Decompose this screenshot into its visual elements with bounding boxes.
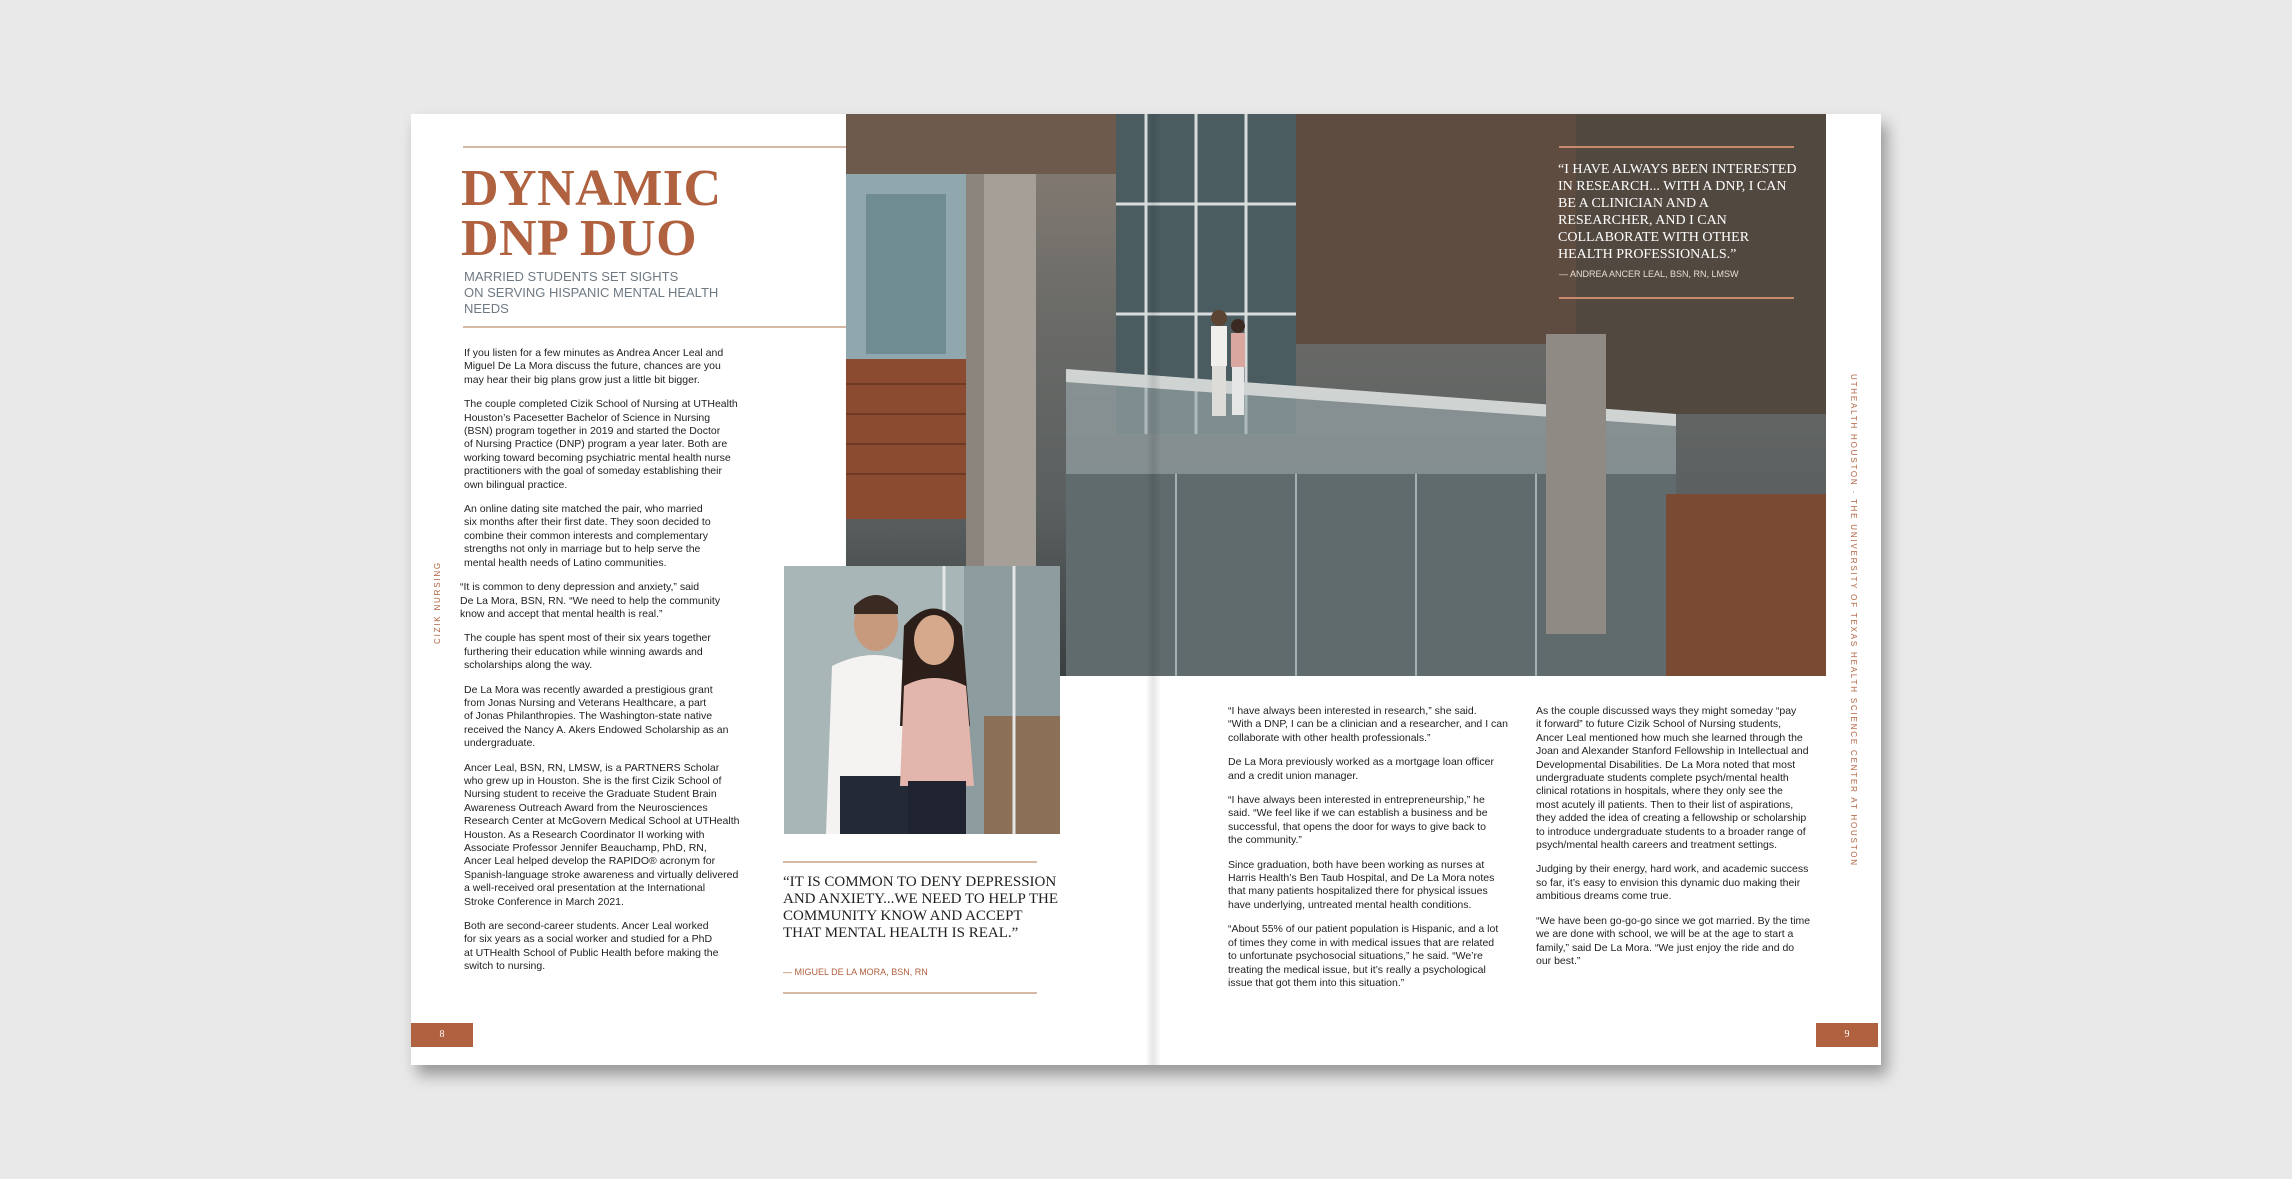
subtitle-bottom-rule bbox=[463, 326, 846, 328]
article-title-line2: DNP DUO bbox=[461, 210, 698, 267]
pull-quote-right: “I HAVE ALWAYS BEEN INTERESTED IN RESEARCH... WITH A DNP, I CAN BE A CLINICIAN AND A RESEARCHER, AND I CAN COLLABORATE WITH OTHER HEALTH PROFESSIONALS.” bbox=[1558, 162, 1797, 262]
pull-quote-left: “IT IS COMMON TO DENY DEPRESSION AND ANXIETY...WE NEED TO HELP THE COMMUNITY KNOW AND ACCEPT THAT MENTAL HEALTH IS REAL.” bbox=[783, 874, 1058, 941]
body-column-middle bbox=[1228, 705, 1533, 1001]
paragraph: “It is common to deny depression and anxiety,” said De La Mora, BSN, RN. “We need to help the community know and accept that mental health is real.” bbox=[460, 581, 721, 620]
page-number-left: 8 bbox=[411, 1023, 473, 1047]
paragraph: As the couple discussed ways they might someday “pay it forward” to future Cizik School of Nursing students, Ancer Leal mentioned how much she learned through the Joan and Alexander Stanford Fellowship in Intellectual and Developmental Disabilities. De La Mora noted that most undergraduate students complete psych/mental health clinical rotations in hospitals, where they only see the most acutely ill patients. Then to their list of aspirations, they added the idea of creating a fellowship or scholarship to introduce undergraduate students to a broader range of psych/mental health careers and treatment settings. bbox=[1536, 705, 1809, 852]
article-subtitle-line2: ON SERVING HISPANIC MENTAL HEALTH NEEDS bbox=[464, 285, 719, 316]
paragraph: “We have been go-go-go since we got married. By the time we are done with school, we will be at the age to start a family,” said De La Mora. “We just enjoy the ride and do our best.” bbox=[1536, 914, 1811, 967]
inset-photo bbox=[784, 566, 1060, 834]
paragraph: “About 55% of our patient population is Hispanic, and a lot of times they come in with medical issues that are related to unfortunate psychosocial situations,” he said. “We’re treating the medical issue, but it’s really a psychological issue that got them into this situation.” bbox=[1228, 923, 1499, 989]
article-title bbox=[461, 160, 722, 267]
pull-quote-right-attribution: — ANDREA ANCER LEAL, BSN, RN, LMSW bbox=[1559, 269, 1739, 279]
pull-quote-left-bottom-rule bbox=[783, 992, 1037, 994]
paragraph: Since graduation, both have been working as nurses at Harris Health’s Ben Taub Hospital, and De La Mora notes that many patients hospitalized there for physical issues have underlying, untreated mental health conditions. bbox=[1228, 858, 1495, 911]
couple-portrait-illustration bbox=[784, 566, 1060, 834]
pull-quote-left-attribution: — MIGUEL DE LA MORA, BSN, RN bbox=[783, 967, 928, 977]
article-subtitle-line1: MARRIED STUDENTS SET SIGHTS bbox=[464, 269, 679, 284]
body-column-left bbox=[460, 347, 764, 985]
paragraph: If you listen for a few minutes as Andrea Ancer Leal and Miguel De La Mora discuss the future, chances are you may hear their big plans grow just a little bit bigger. bbox=[464, 347, 724, 386]
running-head-right: UTHEALTH HOUSTON · THE UNIVERSITY OF TEXAS HEALTH SCIENCE CENTER AT HOUSTON bbox=[1849, 374, 1858, 867]
paragraph: De La Mora was recently awarded a prestigious grant from Jonas Nursing and Veterans Healthcare, a part of Jonas Philanthropies. The Washington-state native received the Nancy A. Akers Endowed Scholarship as an undergraduate. bbox=[464, 683, 729, 750]
paragraph: Ancer Leal, BSN, RN, LMSW, is a PARTNERS Scholar who grew up in Houston. She is the first Cizik School of Nursing student to receive the Graduate Student Brain Awareness Outreach Award from the Neurosciences Research Center at McGovern Medical School at UTHealth Houston. As a Research Coordinator II working with Associate Professor Jennifer Beauchamp, PhD, RN, Ancer Leal helped develop the RAPIDO® acronym for Spanish-language stroke awareness and virtually delivered a well-received oral presentation at the International Stroke Conference in March 2021. bbox=[464, 761, 740, 908]
page-number-right: 9 bbox=[1816, 1023, 1878, 1047]
magazine-spread bbox=[411, 114, 1881, 1065]
pull-quote-right-bottom-rule bbox=[1559, 297, 1794, 299]
paragraph: An online dating site matched the pair, who married six months after their first date. They soon decided to combine their common interests and complementary strengths not only in marriage but to help serve the mental health needs of Latino communities. bbox=[464, 503, 711, 569]
article-title-line1: DYNAMIC bbox=[461, 160, 722, 217]
running-head-left: CIZIK NURSING bbox=[433, 561, 442, 644]
title-top-rule bbox=[463, 146, 846, 148]
body-column-right bbox=[1536, 705, 1841, 979]
pull-quote-left-top-rule bbox=[783, 861, 1037, 863]
pull-quote-right-top-rule bbox=[1559, 146, 1794, 148]
paragraph: “I have always been interested in research,” she said. “With a DNP, I can be a clinician and a researcher, and I can collaborate with other health professionals.” bbox=[1228, 705, 1508, 744]
paragraph: De La Mora previously worked as a mortgage loan officer and a credit union manager. bbox=[1228, 756, 1494, 782]
spine-gutter bbox=[1146, 114, 1160, 1065]
paragraph: Both are second-career students. Ancer Leal worked for six years as a social worker and studied for a PhD at UTHealth School of Public Health before making the switch to nursing. bbox=[464, 920, 719, 973]
paragraph: The couple completed Cizik School of Nursing at UTHealth Houston’s Pacesetter Bachelor of Science in Nursing (BSN) program together in 2019 and started the Doctor of Nursing Practice (DNP) program a year later. Both are working toward becoming psychiatric mental health nurse practitioners with the goal of someday establishing their own bilingual practice. bbox=[464, 398, 738, 491]
paragraph: Judging by their energy, hard work, and academic success so far, it’s easy to envision this dynamic duo making their ambitious dreams come true. bbox=[1536, 863, 1809, 903]
paragraph: “I have always been interested in entrepreneurship,” he said. “We feel like if we can establish a business and be successful, that opens the door for ways to give back to the community.” bbox=[1228, 794, 1488, 847]
article-subtitle bbox=[464, 269, 764, 317]
paragraph: The couple has spent most of their six years together furthering their education while winning awards and scholarships along the way. bbox=[464, 632, 711, 672]
